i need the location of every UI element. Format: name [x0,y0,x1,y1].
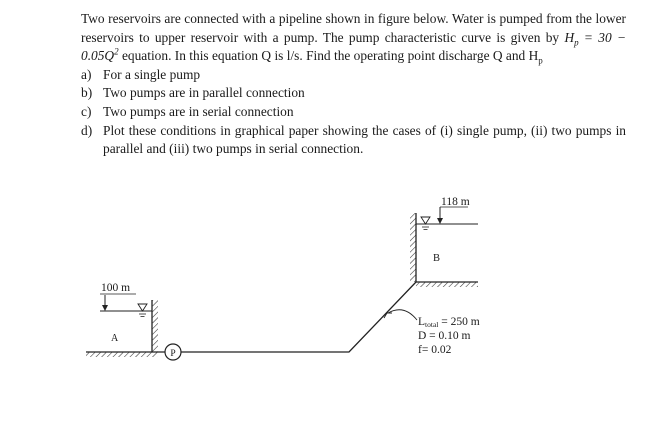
pipe-friction-label: f= 0.02 [418,344,452,356]
question-d: d) Plot these conditions in graphical paper showing the cases of (i) single pump, (ii) two pumps in parallel and (iii) two pumps in serial connection. [81,122,626,157]
pipeline [152,282,416,352]
reservoir-a-wall-hatch [152,300,158,357]
leader-arrow [384,310,417,320]
upper-elevation-label: 118 m [441,196,470,208]
reservoir-a-bottom-hatch [86,352,152,357]
pipe-properties [384,310,480,356]
pipe-diameter-label: D = 0.10 m [418,330,471,342]
pump [165,344,181,360]
reservoir-a-label: A [111,333,119,344]
reservoir-b [410,196,478,287]
water-level-triangle-icon [138,304,147,311]
question-a: a) For a single pump [81,66,201,82]
water-level-triangle-icon [421,217,430,224]
pipe-length-label: Ltotal = 250 m [418,316,480,329]
lower-elevation-label: 100 m [101,282,131,294]
reservoir-a [86,282,158,357]
pump-equation: $H_p = 30 - 0.05Q^2$ [81,29,626,64]
reservoir-b-label: B [433,253,441,264]
question-c: c) Two pumps are in serial connection [81,103,294,119]
problem-intro: Two reservoirs are connected with a pipeline shown in figure below. Water is pumped from the lower reservoirs to upper reservoir with a pump. The pump characteristic curve is given by $H_p = 30 - 0.05Q^2$ equation. In this equation Q is l/s. Find the operating point discharge Q and $H_p$ [81,11,626,66]
pump-label: P [170,349,176,359]
reservoir-b-bottom-hatch [416,282,478,287]
question-b: b) Two pumps are in parallel connection [81,85,305,101]
reservoir-b-wall-hatch [410,213,416,282]
